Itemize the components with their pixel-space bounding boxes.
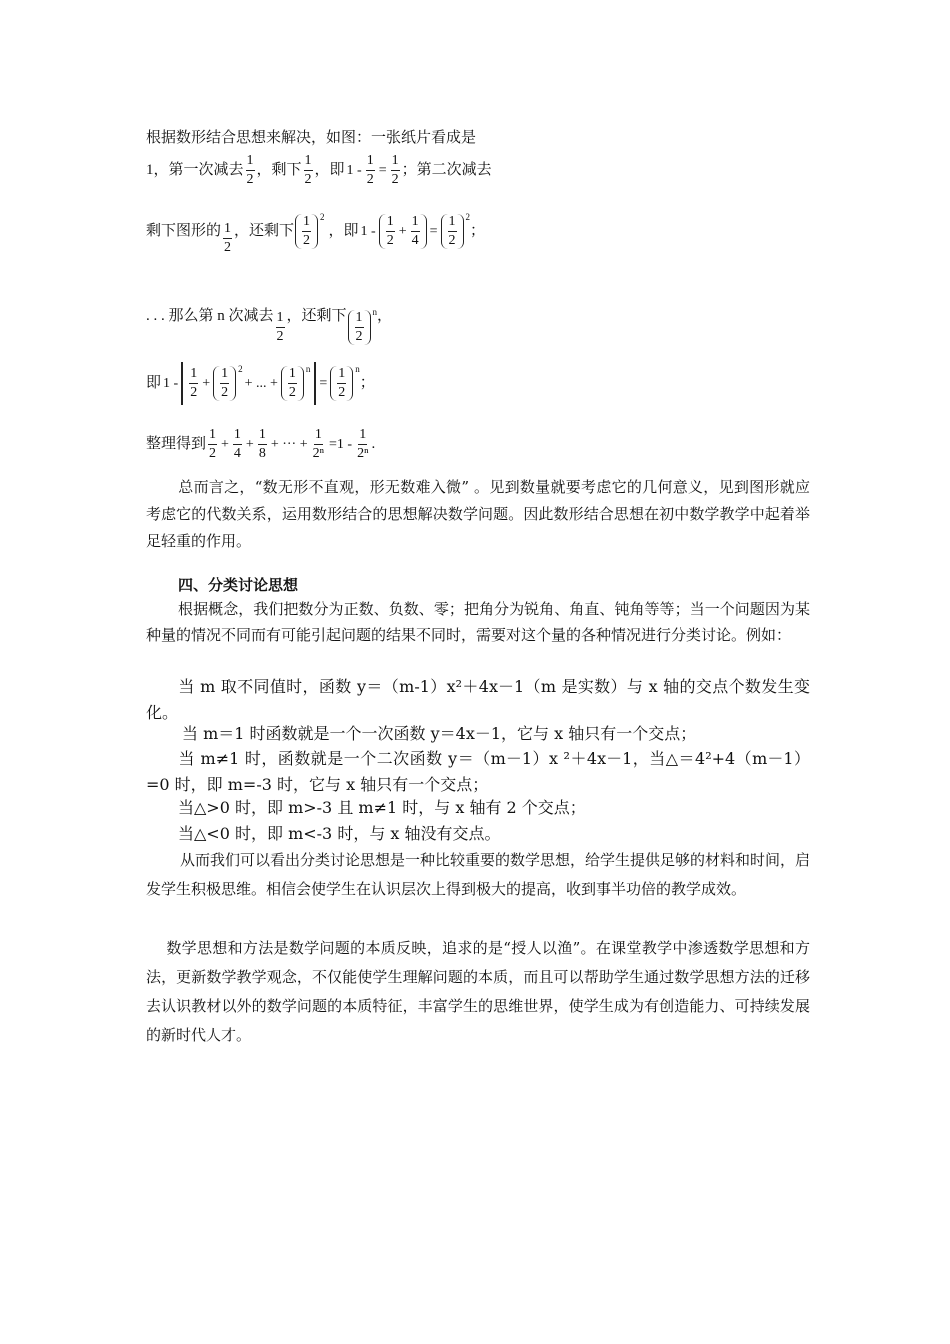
- fraction: [288, 367, 297, 400]
- plus-sign: +: [202, 375, 211, 391]
- denominator: 2: [355, 328, 363, 344]
- case-3-line: [146, 796, 810, 820]
- numerator: 1: [448, 215, 457, 232]
- denominator: 2: [224, 239, 232, 255]
- line2-text-d: ；第二次减去: [401, 162, 492, 179]
- exponent: n: [372, 307, 378, 318]
- exponent: 2: [320, 212, 325, 223]
- final-paragraph: [146, 934, 810, 1050]
- exponent: 2: [465, 212, 471, 223]
- denominator: 2: [190, 384, 198, 400]
- line3-text-b: ，还剩下: [234, 223, 295, 240]
- line3-text-a: 剩下图形的: [146, 223, 222, 240]
- numerator: 1: [208, 428, 217, 445]
- parenthesis-group: [295, 214, 318, 249]
- numerator: 1: [288, 367, 297, 384]
- line5-text-a: 即: [146, 375, 162, 392]
- parenthesis-group: [379, 214, 427, 249]
- parenthesis-group: [213, 366, 236, 401]
- text-line-1: 根据数形结合思想来解决，如图：一张纸片看成是: [146, 128, 477, 146]
- fraction: [448, 215, 457, 248]
- fraction: [411, 215, 420, 248]
- plus-sign: +: [398, 223, 407, 239]
- numerator: 1: [358, 428, 367, 445]
- line6-text-a: 整理得到: [146, 436, 207, 453]
- line2-text-b: ，剩下: [256, 162, 302, 179]
- denominator: 2: [209, 445, 217, 461]
- summary-text: 总而言之，“数无形不直观，形无数难入微” 。见到数量就要考虑它的几何意义，见到图形就应考虑它的代数关系，运用数形结合的思想解决数学问题。因此数形结合思想在初中数学教学中起着举足轻重的作用。: [146, 478, 810, 550]
- fraction: [391, 154, 400, 187]
- exponent: n: [305, 364, 311, 375]
- parenthesis-group: [441, 214, 464, 249]
- numerator: 1: [411, 215, 420, 232]
- line4-text-c: ，: [377, 308, 393, 325]
- case-2-paragraph: [146, 746, 810, 798]
- fraction: [246, 154, 255, 187]
- math-term: 1 -: [360, 223, 376, 239]
- text-line-2: [146, 154, 492, 187]
- numerator: 1: [220, 367, 229, 384]
- denominator: 2: [391, 171, 399, 187]
- ellipsis-term: + ... +: [244, 375, 278, 391]
- exponent: 2: [238, 364, 243, 375]
- parenthesis-group: [348, 310, 371, 345]
- numerator: 1: [189, 367, 198, 384]
- math-term: 1 -: [163, 375, 179, 391]
- fraction: [189, 367, 198, 400]
- fraction: [223, 222, 232, 255]
- numerator: 1: [337, 367, 346, 384]
- numerator: 1: [223, 222, 232, 239]
- fraction: [356, 428, 369, 461]
- numerator: 1: [391, 154, 400, 171]
- fraction: [386, 215, 395, 248]
- denominator: 4: [233, 445, 241, 461]
- fraction: [337, 367, 346, 400]
- example-text: 当 m 取不同值时，函数 y＝（m-1）x²＋4x－1（m 是实数）与 x 轴的交点个数发生变化。: [146, 677, 810, 722]
- text-line-6: [146, 428, 375, 461]
- numerator: 1: [276, 311, 285, 328]
- exponent: n: [355, 364, 360, 375]
- case-3-text: 当△>0 时，即 m>-3 且 m≠1 时，与 x 轴有 2 个交点；: [178, 798, 586, 817]
- denominator: 2ⁿ: [312, 445, 325, 461]
- denominator: 2: [288, 384, 296, 400]
- numerator: 1: [355, 311, 364, 328]
- line4-text-b: ，还剩下: [286, 308, 347, 325]
- line3-text-d: ；: [470, 223, 486, 240]
- case-4-text: 当△<0 时，即 m<-3 时，与 x 轴没有交点。: [178, 824, 501, 843]
- text-line-5: [146, 362, 375, 405]
- denominator: 2: [304, 171, 312, 187]
- fraction: [312, 428, 325, 461]
- denominator: 2ⁿ: [357, 445, 369, 461]
- intro-paragraph: [146, 596, 810, 648]
- denominator: 2: [338, 384, 346, 400]
- numerator: 1: [302, 215, 311, 232]
- text-line-4: [146, 288, 392, 345]
- numerator: 1: [304, 154, 313, 171]
- equals-sign: =: [378, 162, 387, 178]
- ellipsis-term: + ··· +: [270, 436, 308, 452]
- period: .: [371, 436, 376, 453]
- denominator: 2: [386, 232, 394, 248]
- denominator: 2: [276, 328, 284, 344]
- parenthesis-group: [281, 366, 304, 401]
- intro-text: 根据概念，我们把数分为正数、负数、零；把角分为锐角、角直、钝角等等；当一个问题因为某种量的情况不同而有可能引起问题的结果不同时，需要对这个量的各种情况进行分类讨论。例如：: [146, 600, 810, 644]
- bracket-group: [181, 362, 316, 405]
- conclusion-text: 从而我们可以看出分类讨论思想是一种比较重要的数学思想，给学生提供足够的材料和时间，启发学生积极思维。相信会使学生在认识层次上得到极大的提高，收到事半功倍的教学成效。: [146, 851, 811, 898]
- summary-paragraph: [146, 474, 810, 555]
- fraction: [276, 311, 285, 344]
- numerator: 1: [386, 215, 395, 232]
- numerator: 1: [366, 154, 375, 171]
- denominator: 2: [303, 232, 311, 248]
- denominator: 2: [448, 232, 456, 248]
- plus-sign: +: [221, 436, 229, 452]
- fraction: [220, 367, 229, 400]
- case-1-line: [146, 722, 810, 746]
- denominator: 8: [258, 445, 266, 461]
- conclusion-paragraph: [146, 846, 810, 904]
- example-paragraph: [146, 674, 810, 726]
- numerator: 1: [233, 428, 242, 445]
- denominator: 4: [411, 232, 419, 248]
- numerator: 1: [258, 428, 267, 445]
- text-line-3: [146, 208, 485, 255]
- fraction: [355, 311, 364, 344]
- equals-sign: =: [319, 375, 328, 391]
- fraction: [208, 428, 217, 461]
- case-1-text: 当 m＝1 时函数就是一个一次函数 y＝4x－1，它与 x 轴只有一个交点；: [182, 724, 697, 743]
- fraction: [304, 154, 313, 187]
- line2-text-a: 1，第一次减去: [146, 162, 244, 179]
- line5-text-d: ；: [359, 375, 375, 392]
- case-4-line: [146, 822, 810, 846]
- numerator: 1: [246, 154, 255, 171]
- numerator: 1: [314, 428, 323, 445]
- plus-sign: +: [245, 436, 254, 452]
- line4-text-a: . . . 那么第 n 次减去: [146, 308, 274, 325]
- fraction: [302, 215, 311, 248]
- fraction: [366, 154, 375, 187]
- final-text: 数学思想和方法是数学问题的本质反映，追求的是“授人以渔”。在课堂教学中渗透数学思想和方法，更新数学教学观念，不仅能使学生理解问题的本质，而且可以帮助学生通过数学思想方法的迁移去认识教材以外的数学问题的本质特征，丰富学生的思维世界，使学生成为有创造能力、可持续发展的新时代人才。: [146, 939, 810, 1044]
- fraction: [258, 428, 267, 461]
- equals-sign: =1 -: [329, 436, 353, 452]
- section-heading: 四、分类讨论思想: [178, 576, 299, 594]
- fraction: [233, 428, 242, 461]
- denominator: 2: [366, 171, 374, 187]
- equals-sign: =: [429, 223, 438, 239]
- line3-text-c: ，即: [328, 223, 359, 240]
- parenthesis-group: [330, 366, 353, 401]
- denominator: 2: [221, 384, 229, 400]
- math-term: 1 -: [346, 162, 362, 178]
- line2-text-c: ，即: [314, 162, 345, 179]
- denominator: 2: [246, 171, 254, 187]
- case-2-text: 当 m≠1 时，函数就是一个二次函数 y＝（m－1）x ²＋4x－1，当△＝4²+4（m－1）=0 时，即 m=-3 时，它与 x 轴只有一个交点；: [146, 749, 810, 794]
